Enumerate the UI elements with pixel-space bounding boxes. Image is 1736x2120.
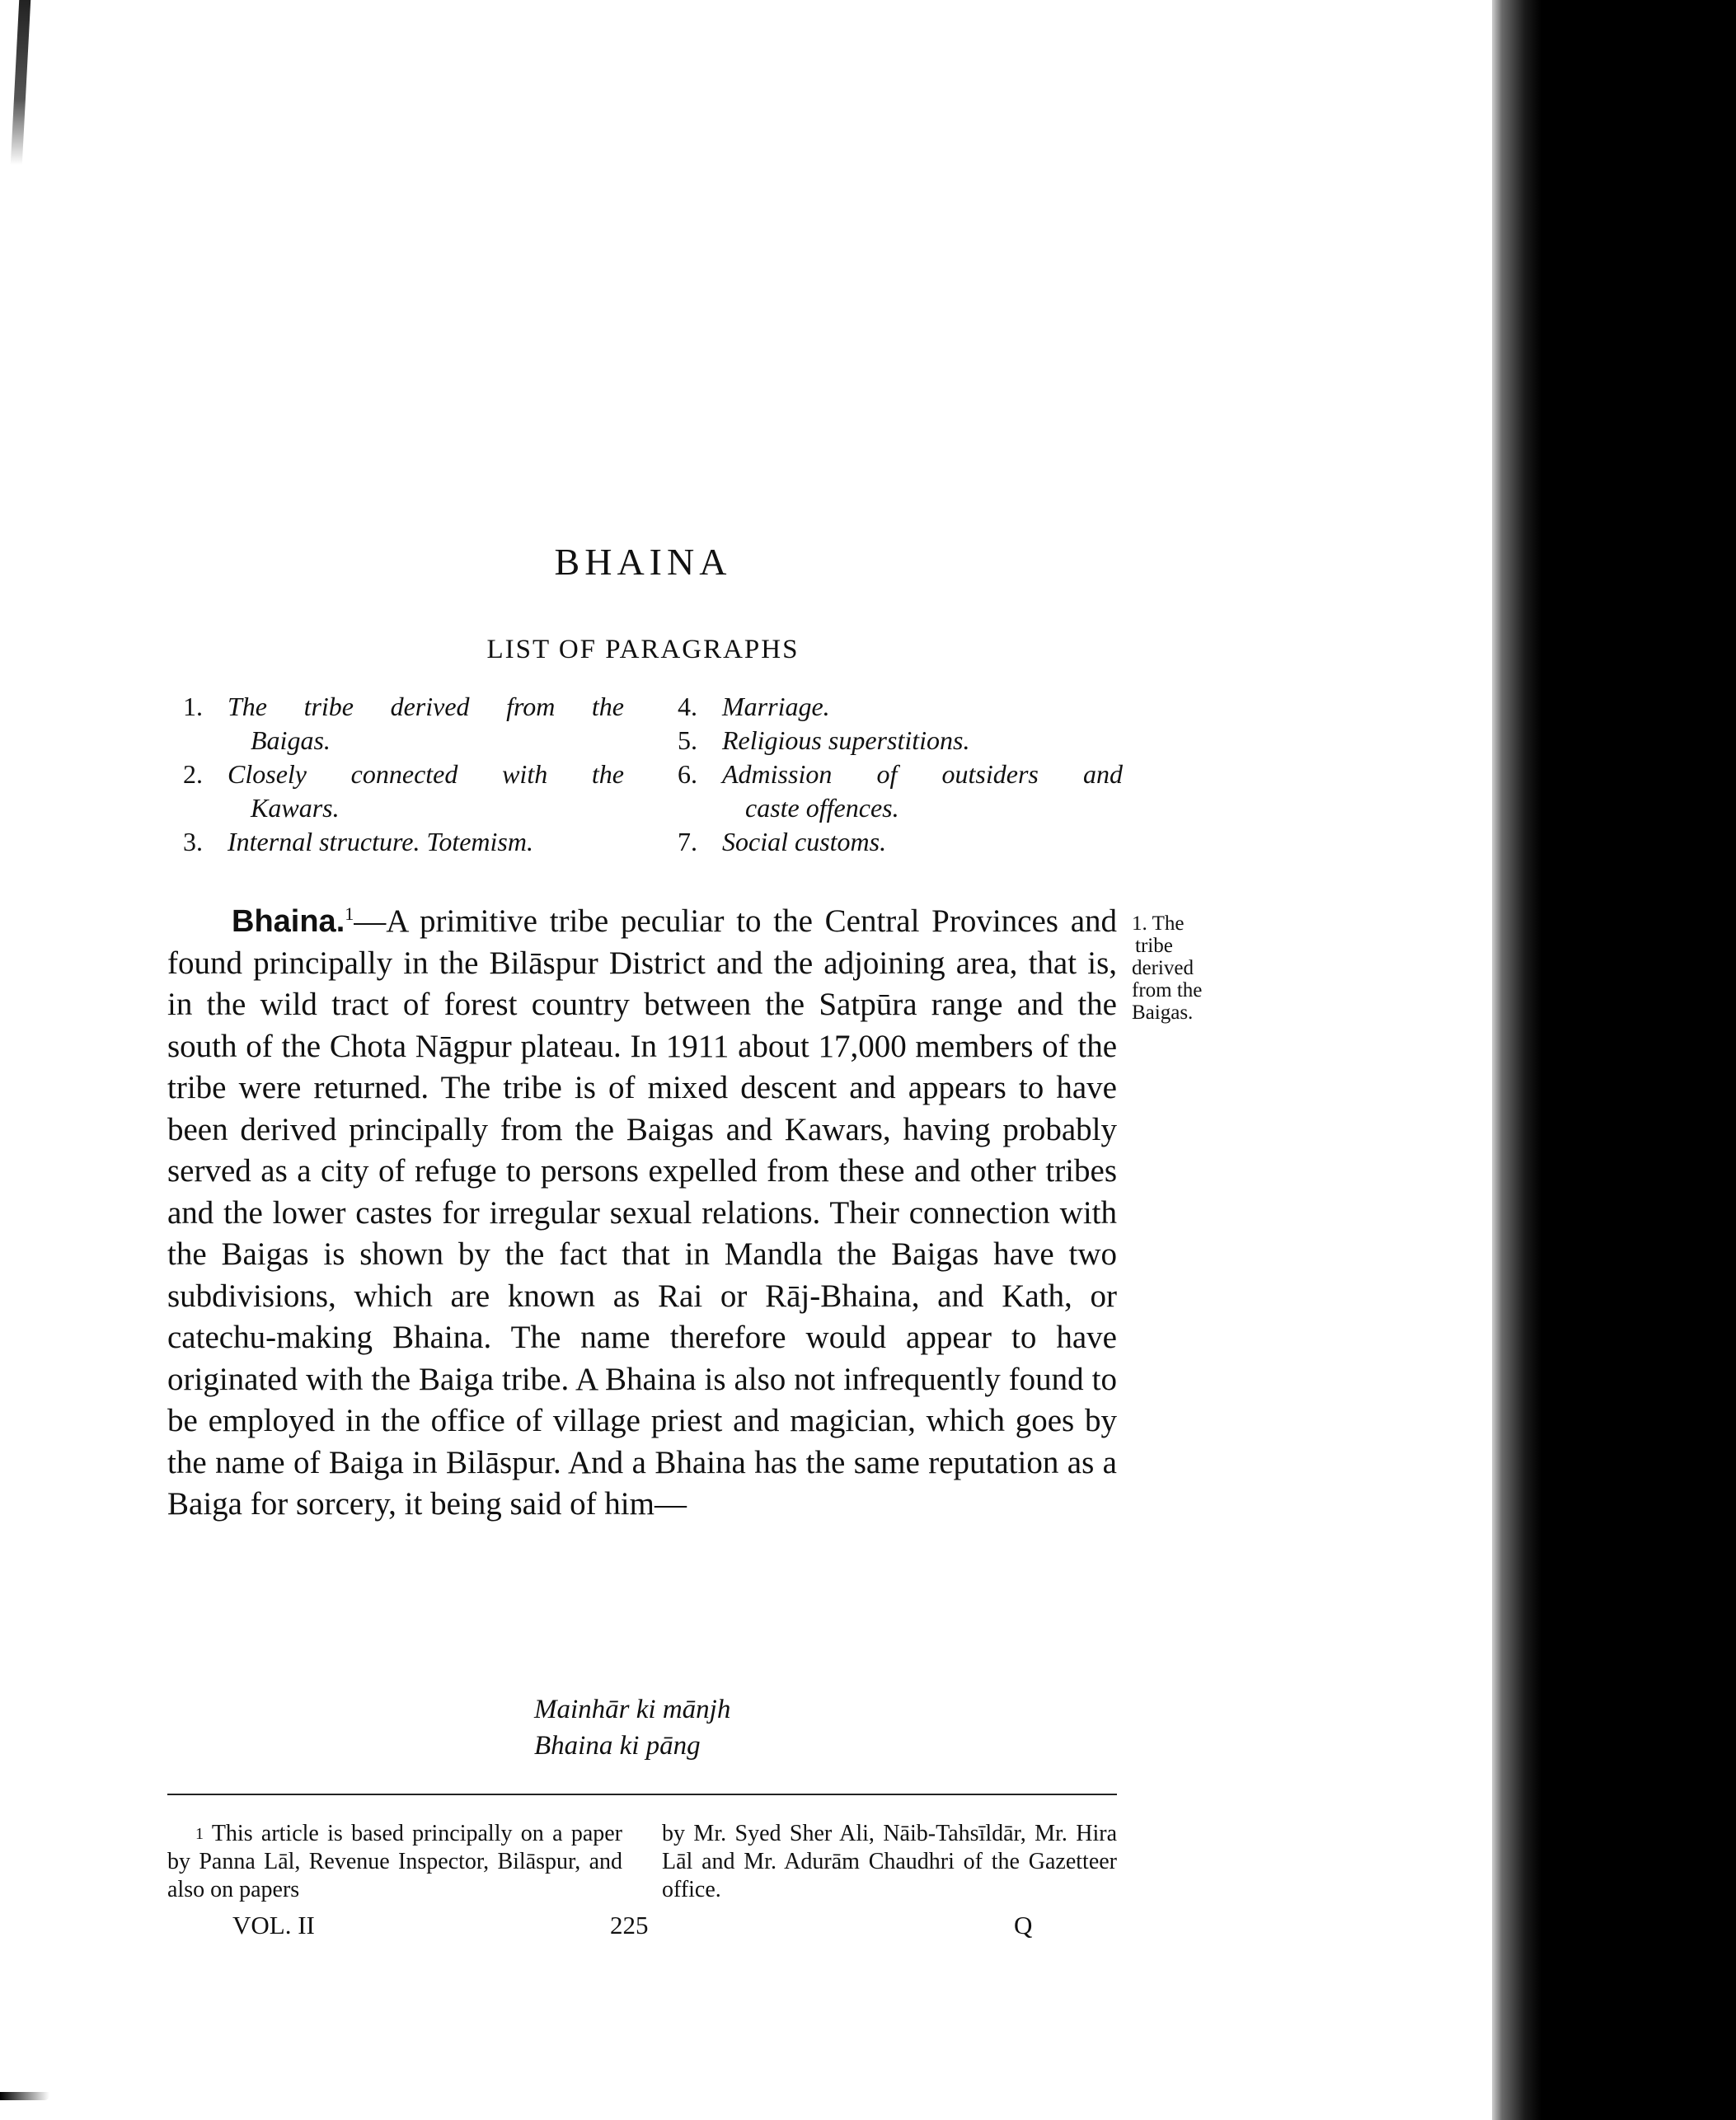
quoted-verse [534,1691,730,1764]
volume-label: VOL. II [232,1911,315,1939]
item-number: 1. [183,692,203,721]
item-text: Internal structure. Totemism. [228,827,533,856]
scan-corner-mark [0,2092,49,2100]
verse-line: Mainhār ki mānjh [534,1695,731,1724]
marginal-note-line: The [1152,912,1185,935]
item-number: 6. [678,759,697,789]
footnote-marker: 1 [195,1825,204,1843]
item-text: The tribe derived from the [228,692,624,721]
verse-line: Bhaina ki pāng [534,1731,701,1761]
marginal-note-number: 1. [1132,912,1147,935]
item-text: Religious superstitions. [722,725,970,755]
item-text: Closely connected with the [228,759,624,789]
marginal-note-line: tribe [1135,935,1173,957]
chapter-title: BHAINA [554,541,732,583]
marginal-note-line: from the [1132,979,1203,1001]
item-text-continued: Baigas. [251,725,331,755]
marginal-note [1132,912,1255,1024]
marginal-note-line: derived [1132,957,1194,979]
marginal-note-line: Baigas. [1132,1001,1194,1024]
page-number: 225 [610,1911,649,1939]
footnote-column-left [167,1820,622,1904]
entry-headword: Bhaina. [232,904,345,939]
item-number: 2. [183,759,203,789]
item-number: 7. [678,827,697,856]
item-number: 5. [678,725,697,755]
footnote-text: This article is based principally on a paper by Panna Lāl, Revenue Inspector, Bilāspur, and also on papers [167,1821,623,1902]
list-of-paragraphs-heading: LIST OF PARAGRAPHS [486,635,800,664]
footnote-divider [167,1794,1117,1795]
item-text: Marriage. [722,692,830,721]
signature-mark: Q [1014,1911,1033,1939]
scan-page-edge-shadow [1492,0,1736,2120]
article-body [167,901,1117,1526]
item-text: Social customs. [722,827,887,856]
footnote-reference: 1 [345,903,354,924]
item-text-continued: Kawars. [251,793,340,823]
footnote-column-right: by Mr. Syed Sher Ali, Nāib-Tahsīldār, Mr. Hira Lāl and Mr. Adurām Chaudhri of the Gazetteer office. [662,1821,1117,1902]
item-text-continued: caste offences. [745,793,899,823]
item-number: 3. [183,827,203,856]
item-text: Admission of outsiders and [722,759,1123,789]
body-paragraph-text: —A primitive tribe peculiar to the Central Provinces and found principally in the Bilāspur District and the adjoining area, that is, in the wild tract of forest country between the Satpūra range and the south of the Chota Nāgpur plateau. In 1911 about 17,000 members of the tribe were returned. The tribe is of mixed descent and appears to have been derived principally from the Baigas and Kawars, having probably served as a city of refuge to persons expelled from these and other tribes and the lower castes for irregular sexual relations. Their connection with the Baigas is shown by the fact that in Mandla the Baigas have two subdivisions, which are known as Rai or Rāj-Bhaina, and Kath, or catechu-making Bhaina. The name therefore would appear to have originated with the Baiga tribe. A Bhaina is also not infrequently found to be employed in the office of village priest and magician, which goes by the name of Baiga in Bilāspur. And a Bhaina has the same reputation as a Baiga for sorcery, it being said of him— [167,903,1117,1522]
item-number: 4. [678,692,697,721]
scan-binding-mark [11,0,30,165]
